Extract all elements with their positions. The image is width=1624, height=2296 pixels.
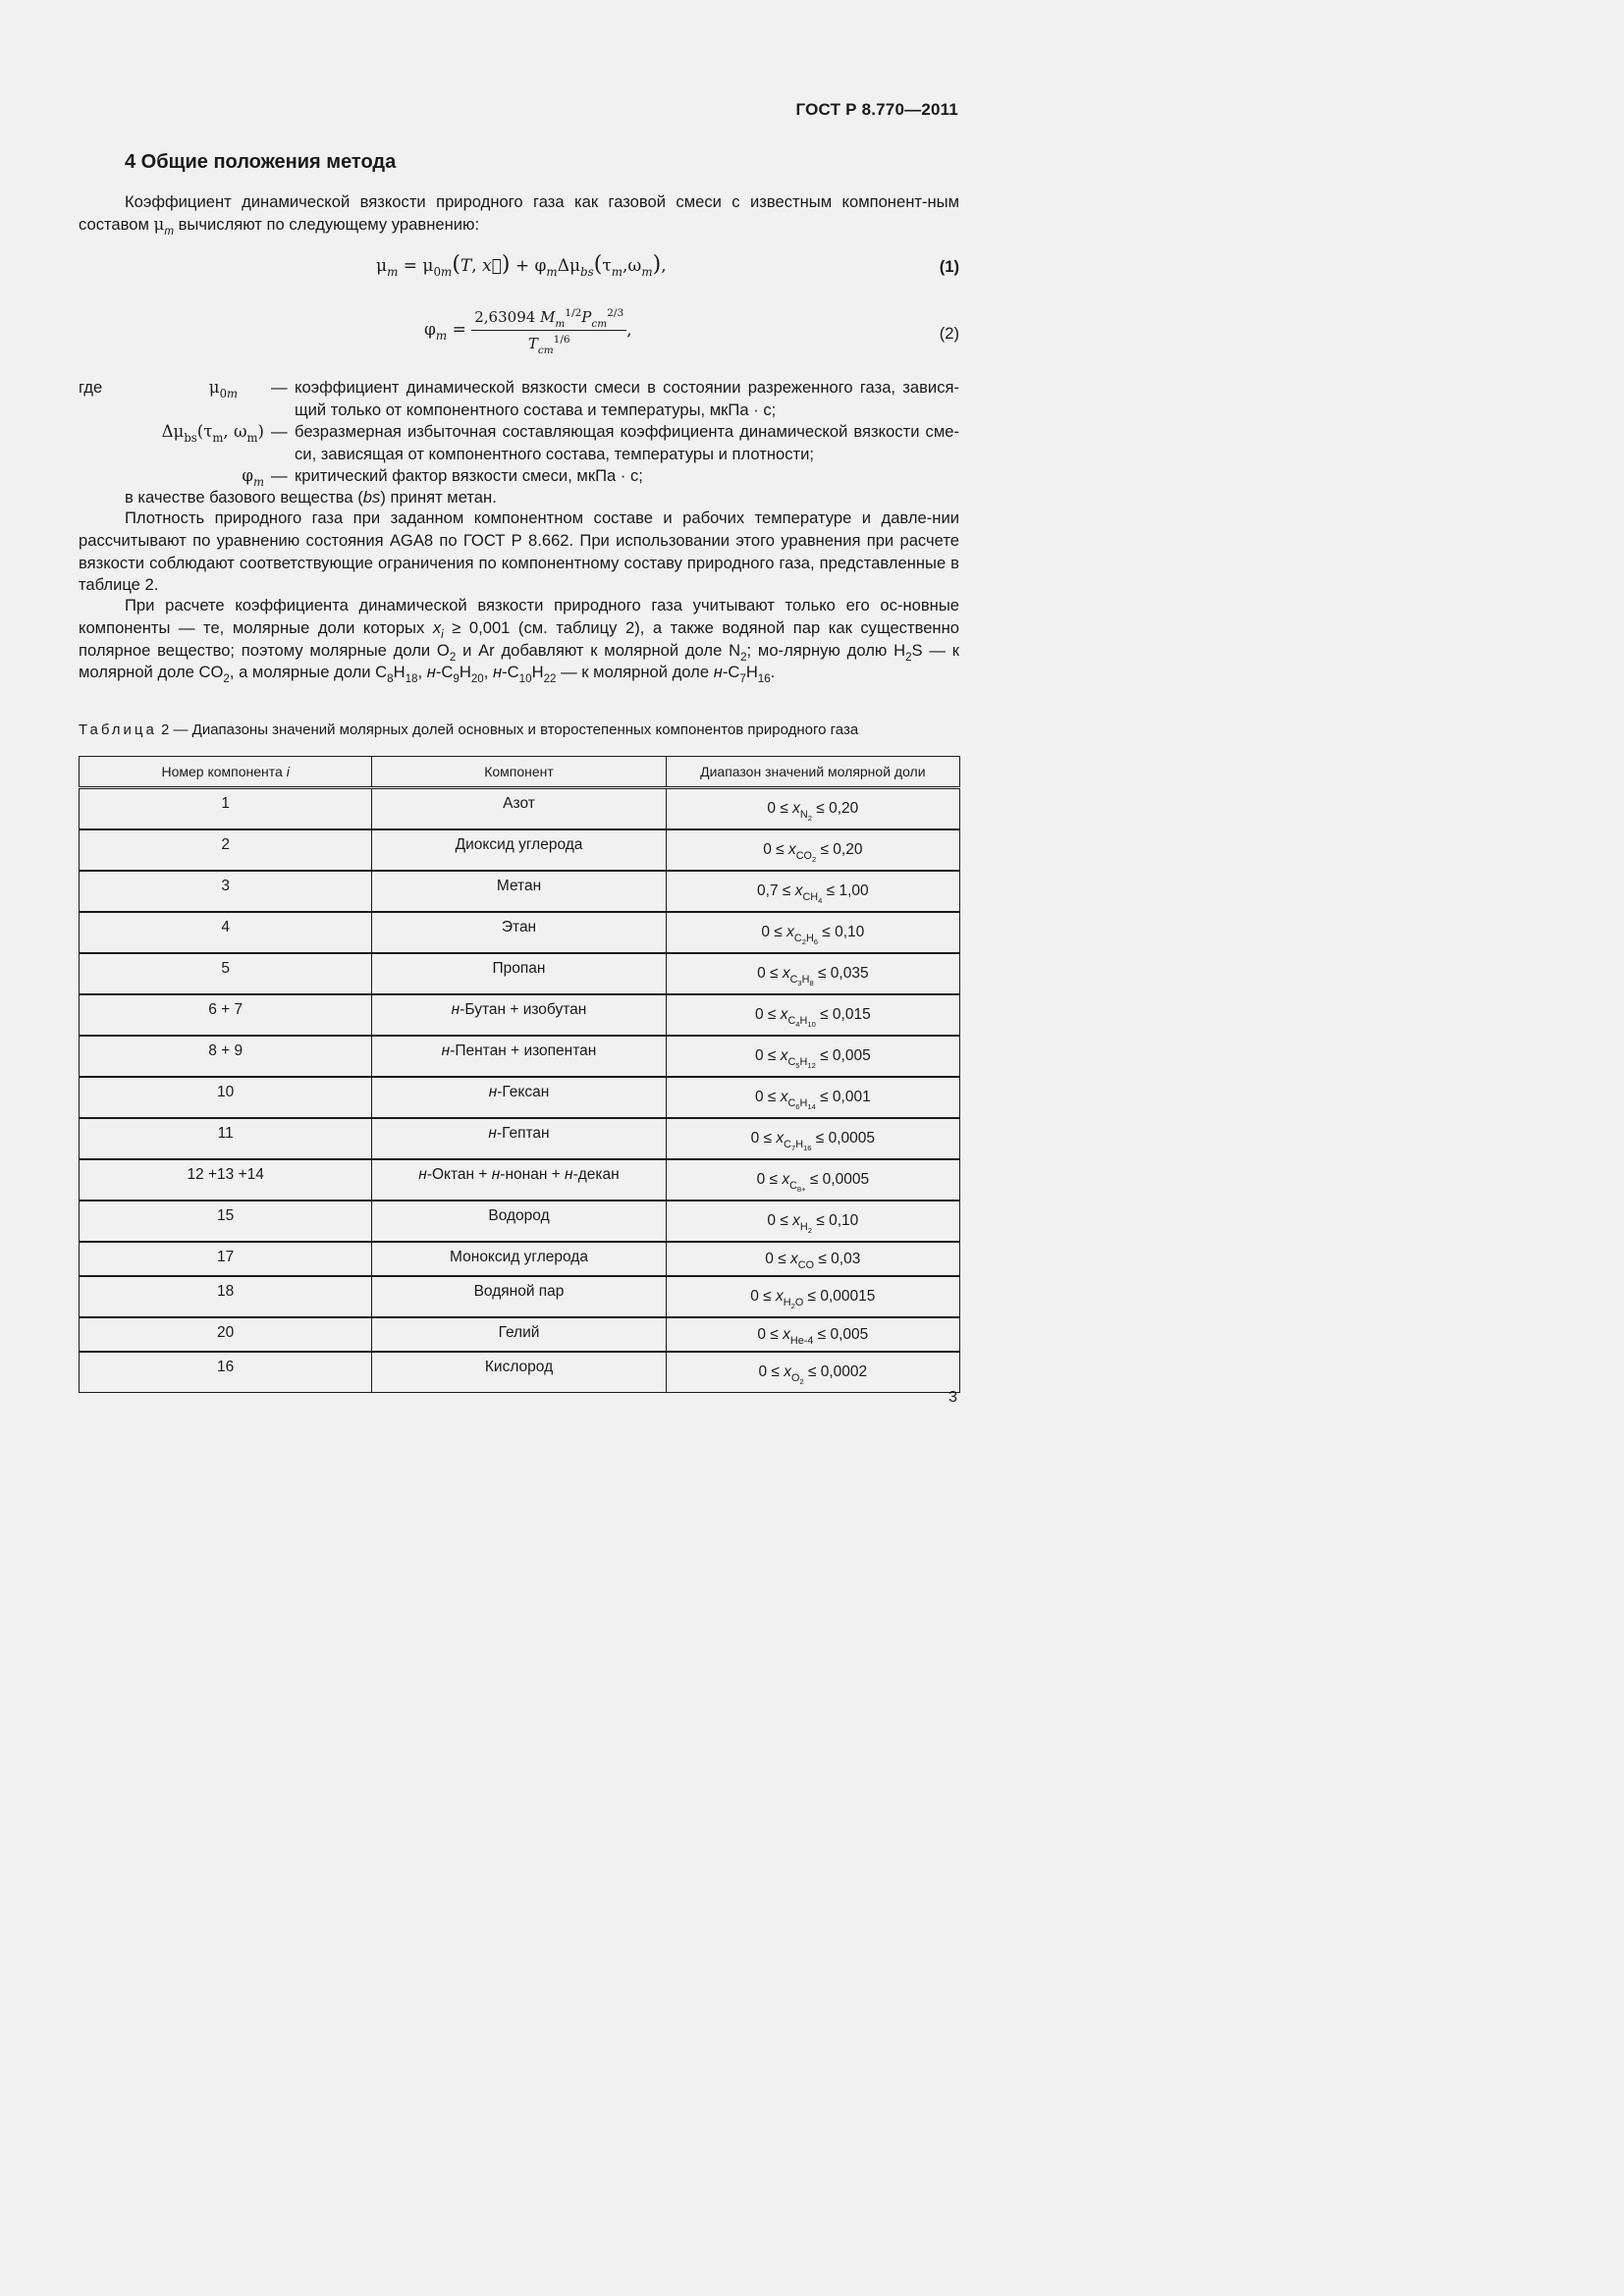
cell-range: $0,7 \le x_{CH_4} \le 1,00$ [666,871,959,912]
cell-component: н-Гексан [372,1077,666,1118]
table-row [80,994,960,1036]
cell-number: 6 + 7 [80,994,372,1036]
definition-desc: критический фактор вязкости смеси, мкПа · с; [295,466,643,485]
cell-number: 20 [80,1317,372,1352]
cell-component: Водород [372,1201,666,1242]
cell-component: н-Октан + н-нонан + н-декан [372,1159,666,1201]
definition-dash: — [271,378,288,397]
cell-component: Азот [372,788,666,830]
table-row [80,788,960,830]
table-row [80,912,960,953]
cell-range: $0 \le x_{C_5H_{12}} \le 0,005$ [666,1036,959,1077]
cell-number: 3 [80,871,372,912]
table-row [80,1317,960,1352]
cell-range: $0 \le x_{C_4H_{10}} \le 0,015$ [666,994,959,1036]
table-row [80,1036,960,1077]
table-row [80,871,960,912]
component-range-table [79,756,960,1393]
definition-term: $\Delta\mu_{bs}(\tau_m$, $\omega_m$) [161,422,264,445]
table-caption: Таблица 2 — Диапазоны значений молярных долей основных и второстепенных компонентов природного газа [79,721,859,738]
page-number: 3 [948,1389,957,1406]
cell-number: 4 [80,912,372,953]
cell-number: 8 + 9 [80,1036,372,1077]
equation-2-number: (2) [939,324,959,343]
cell-number: 1 [80,788,372,830]
section-title: 4 Общие положения метода [125,151,397,173]
density-paragraph: Плотность природного газа при заданном компонентном составе и рабочих температуре и давле-нии рассчитывают по уравнению состояния AGA8 по ГОСТ Р 8.662. При использовании этого уравнения при расчете вязкости соблюдают соответствующие ограничения по компонентному составу природного газа, представленные в таблице 2. [79,508,959,595]
equation-1-formula: $\mu_m = \mu_{0m}(T$, x⃗) + $\varphi_m\Delta\mu_{bs}(\tau_m,\omega_m)$, [376,252,667,279]
cell-component: Этан [372,912,666,953]
cell-number: 12 +13 +14 [80,1159,372,1201]
definition-dash: — [271,422,288,441]
definition-desc: безразмерная избыточная составляющая коэффициента динамической вязкости сме-си, зависящая от компонентного состава, температуры и плотности; [295,422,959,463]
table-row [80,953,960,994]
cell-component: н-Бутан + изобутан [372,994,666,1036]
components-paragraph: При расчете коэффициента динамической вязкости природного газа учитывают только его ос-новные компоненты — те, молярные доли которых $x_i \ge 0,001$ (см. таблицу 2), а также водяной пар как существенно полярное вещество; поэтому молярные доли $O_2$ и Ar добавляют к молярной доле $N_2$; мо-лярную долю $H_2S$ — к молярной доле $CO_2$, а молярные доли $C_8H_{18}$, $н-C_9H_{20}$, $н-C_{10}H_{22}$ — к молярной доле $н-C_7H_{16}$. [79,596,959,686]
cell-range: $0 \le x_{C_2H_6} \le 0,10$ [666,912,959,953]
cell-range: $0 \le x_{C_7H_{16}} \le 0,0005$ [666,1118,959,1159]
cell-range: $0 \le x_{C_6H_{14}} \le 0,001$ [666,1077,959,1118]
header-component-number: Номер компонента i [80,757,372,788]
cell-number: 17 [80,1242,372,1276]
header-range: Диапазон значений молярной доли [666,757,959,788]
cell-range: $0 \le x_{CO} \le 0,03$ [666,1242,959,1276]
definition-dash: — [271,466,288,485]
table-row [80,829,960,871]
cell-number: 16 [80,1352,372,1393]
basis-note: в качестве базового вещества (bs) принят метан. [125,488,497,507]
cell-range: $0 \le x_{CO_2} \le 0,20$ [666,829,959,871]
cell-number: 10 [80,1077,372,1118]
table-row [80,1276,960,1317]
cell-range: $0 \le x_{H_2O} \le 0,00015$ [666,1276,959,1317]
intro-paragraph: Коэффициент динамической вязкости природного газа как газовой смеси с известным компонент-ным составом $\mu_m$ вычисляют по следующему уравнению: [79,192,959,238]
table-row [80,1201,960,1242]
cell-range: $0 \le x_{C_{8+}} \le 0,0005$ [666,1159,959,1201]
table-row [80,1159,960,1201]
cell-number: 2 [80,829,372,871]
header-component: Компонент [372,757,666,788]
cell-range: $0 \le x_{H_2} \le 0,10$ [666,1201,959,1242]
table-row [80,1077,960,1118]
cell-component: н-Гептан [372,1118,666,1159]
cell-component: н-Пентан + изопентан [372,1036,666,1077]
cell-number: 15 [80,1201,372,1242]
cell-component: Метан [372,871,666,912]
definition-desc: коэффициент динамической вязкости смеси в состоянии разреженного газа, завися-щий только от компонентного состава и температуры, мкПа · с; [295,378,959,419]
equation-2-formula: $\varphi_m$ = $\frac{2,63094 M_m^{1/2}P_{cm}^{2/3}}{T_{cm}^{1/6}}$ , [424,307,632,356]
cell-component: Водяной пар [372,1276,666,1317]
definition-term: $\varphi_m$ [242,466,264,489]
document-page [0,0,1089,1539]
definition-term: $\mu_{0m}$ [208,378,238,400]
cell-component: Пропан [372,953,666,994]
cell-component: Моноксид углерода [372,1242,666,1276]
cell-range: $0 \le x_{C_3H_8} \le 0,035$ [666,953,959,994]
cell-number: 18 [80,1276,372,1317]
cell-range: $0 \le x_{He-4} \le 0,005$ [666,1317,959,1352]
where-label: где [79,378,103,397]
cell-component: Кислород [372,1352,666,1393]
equation-2 [79,304,959,363]
table-header-row [80,757,960,788]
table-row [80,1352,960,1393]
cell-component: Диоксид углерода [372,829,666,871]
cell-number: 11 [80,1118,372,1159]
cell-range: $0 \le x_{O_2} \le 0,0002$ [666,1352,959,1393]
cell-component: Гелий [372,1317,666,1352]
cell-number: 5 [80,953,372,994]
table-row [80,1118,960,1159]
equation-1-number: (1) [939,257,959,276]
document-code: ГОСТ Р 8.770—2011 [795,100,958,119]
table-row [80,1242,960,1276]
cell-range: $0 \le x_{N_2} \le 0,20$ [666,788,959,830]
